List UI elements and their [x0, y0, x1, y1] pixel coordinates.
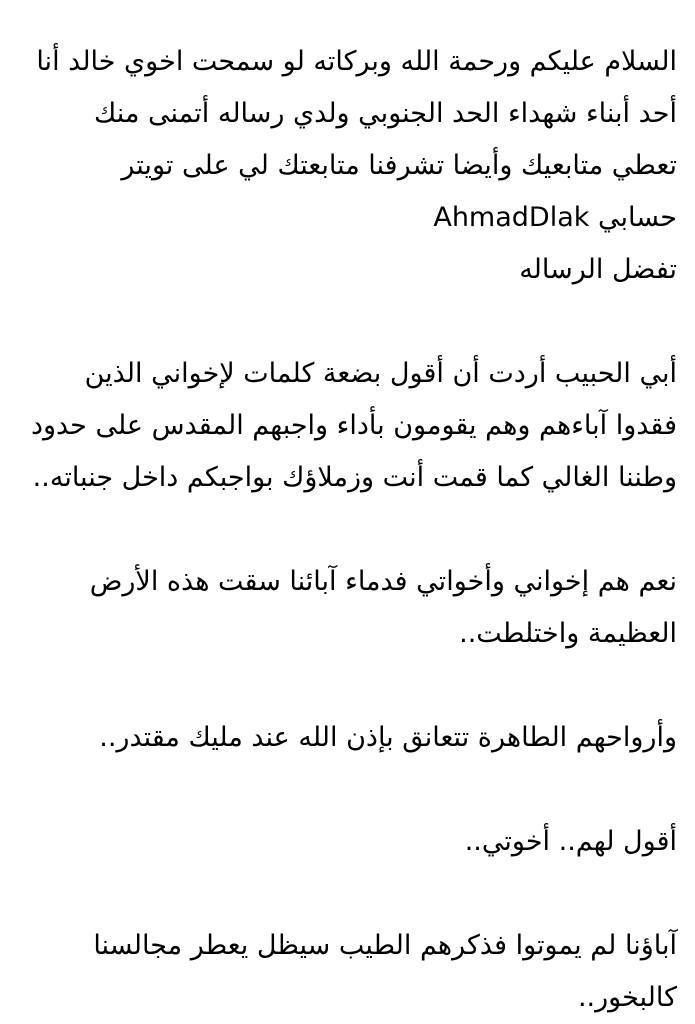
text-line: وطننا الغالي كما قمت أنت وزملاؤك بواجبكم داخل جنباته..	[32, 462, 677, 493]
message-paragraph	[18, 556, 677, 660]
message-paragraph	[18, 920, 677, 1024]
twitter-account-line: حسابي AhmadDlak	[433, 202, 677, 233]
paragraph-gap	[18, 296, 677, 348]
text-line: فقدوا آباءهم وهم يقومون بأداء واجبهم المقدس على حدود	[30, 410, 677, 441]
text-line: آباؤنا لم يموتوا فذكرهم الطيب سيظل يعطر مجالسنا	[93, 930, 677, 961]
paragraph-gap	[18, 764, 677, 816]
paragraph-gap	[18, 660, 677, 712]
text-line: كالبخور..	[577, 982, 677, 1013]
text-line: السلام عليكم ورحمة الله وبركاته لو سمحت اخوي خالد أنا	[36, 46, 677, 77]
text-line: أبي الحبيب أردت أن أقول بضعة كلمات لإخواني الذين	[84, 358, 677, 389]
message-paragraph	[18, 348, 677, 504]
message-paragraph	[18, 816, 677, 868]
greeting-paragraph	[18, 36, 677, 296]
paragraph-gap	[18, 868, 677, 920]
paragraph-gap	[18, 504, 677, 556]
text-line: العظيمة واختلطت..	[459, 618, 677, 649]
text-line: نعم هم إخواني وأخواتي فدماء آبائنا سقت هذه الأرض	[89, 566, 677, 597]
text-line: أحد أبناء شهداء الحد الجنوبي ولدي رساله أتمنى منك	[94, 98, 677, 129]
message-paragraph	[18, 712, 677, 764]
text-line: أقول لهم.. أخوتي..	[464, 826, 677, 857]
text-line: تفضل الرساله	[519, 254, 677, 285]
text-line: وأرواحهم الطاهرة تتعانق بإذن الله عند مليك مقتدر..	[99, 722, 677, 753]
text-line: تعطي متابعيك وأيضا تشرفنا متابعتك لي على تويتر	[121, 150, 677, 181]
